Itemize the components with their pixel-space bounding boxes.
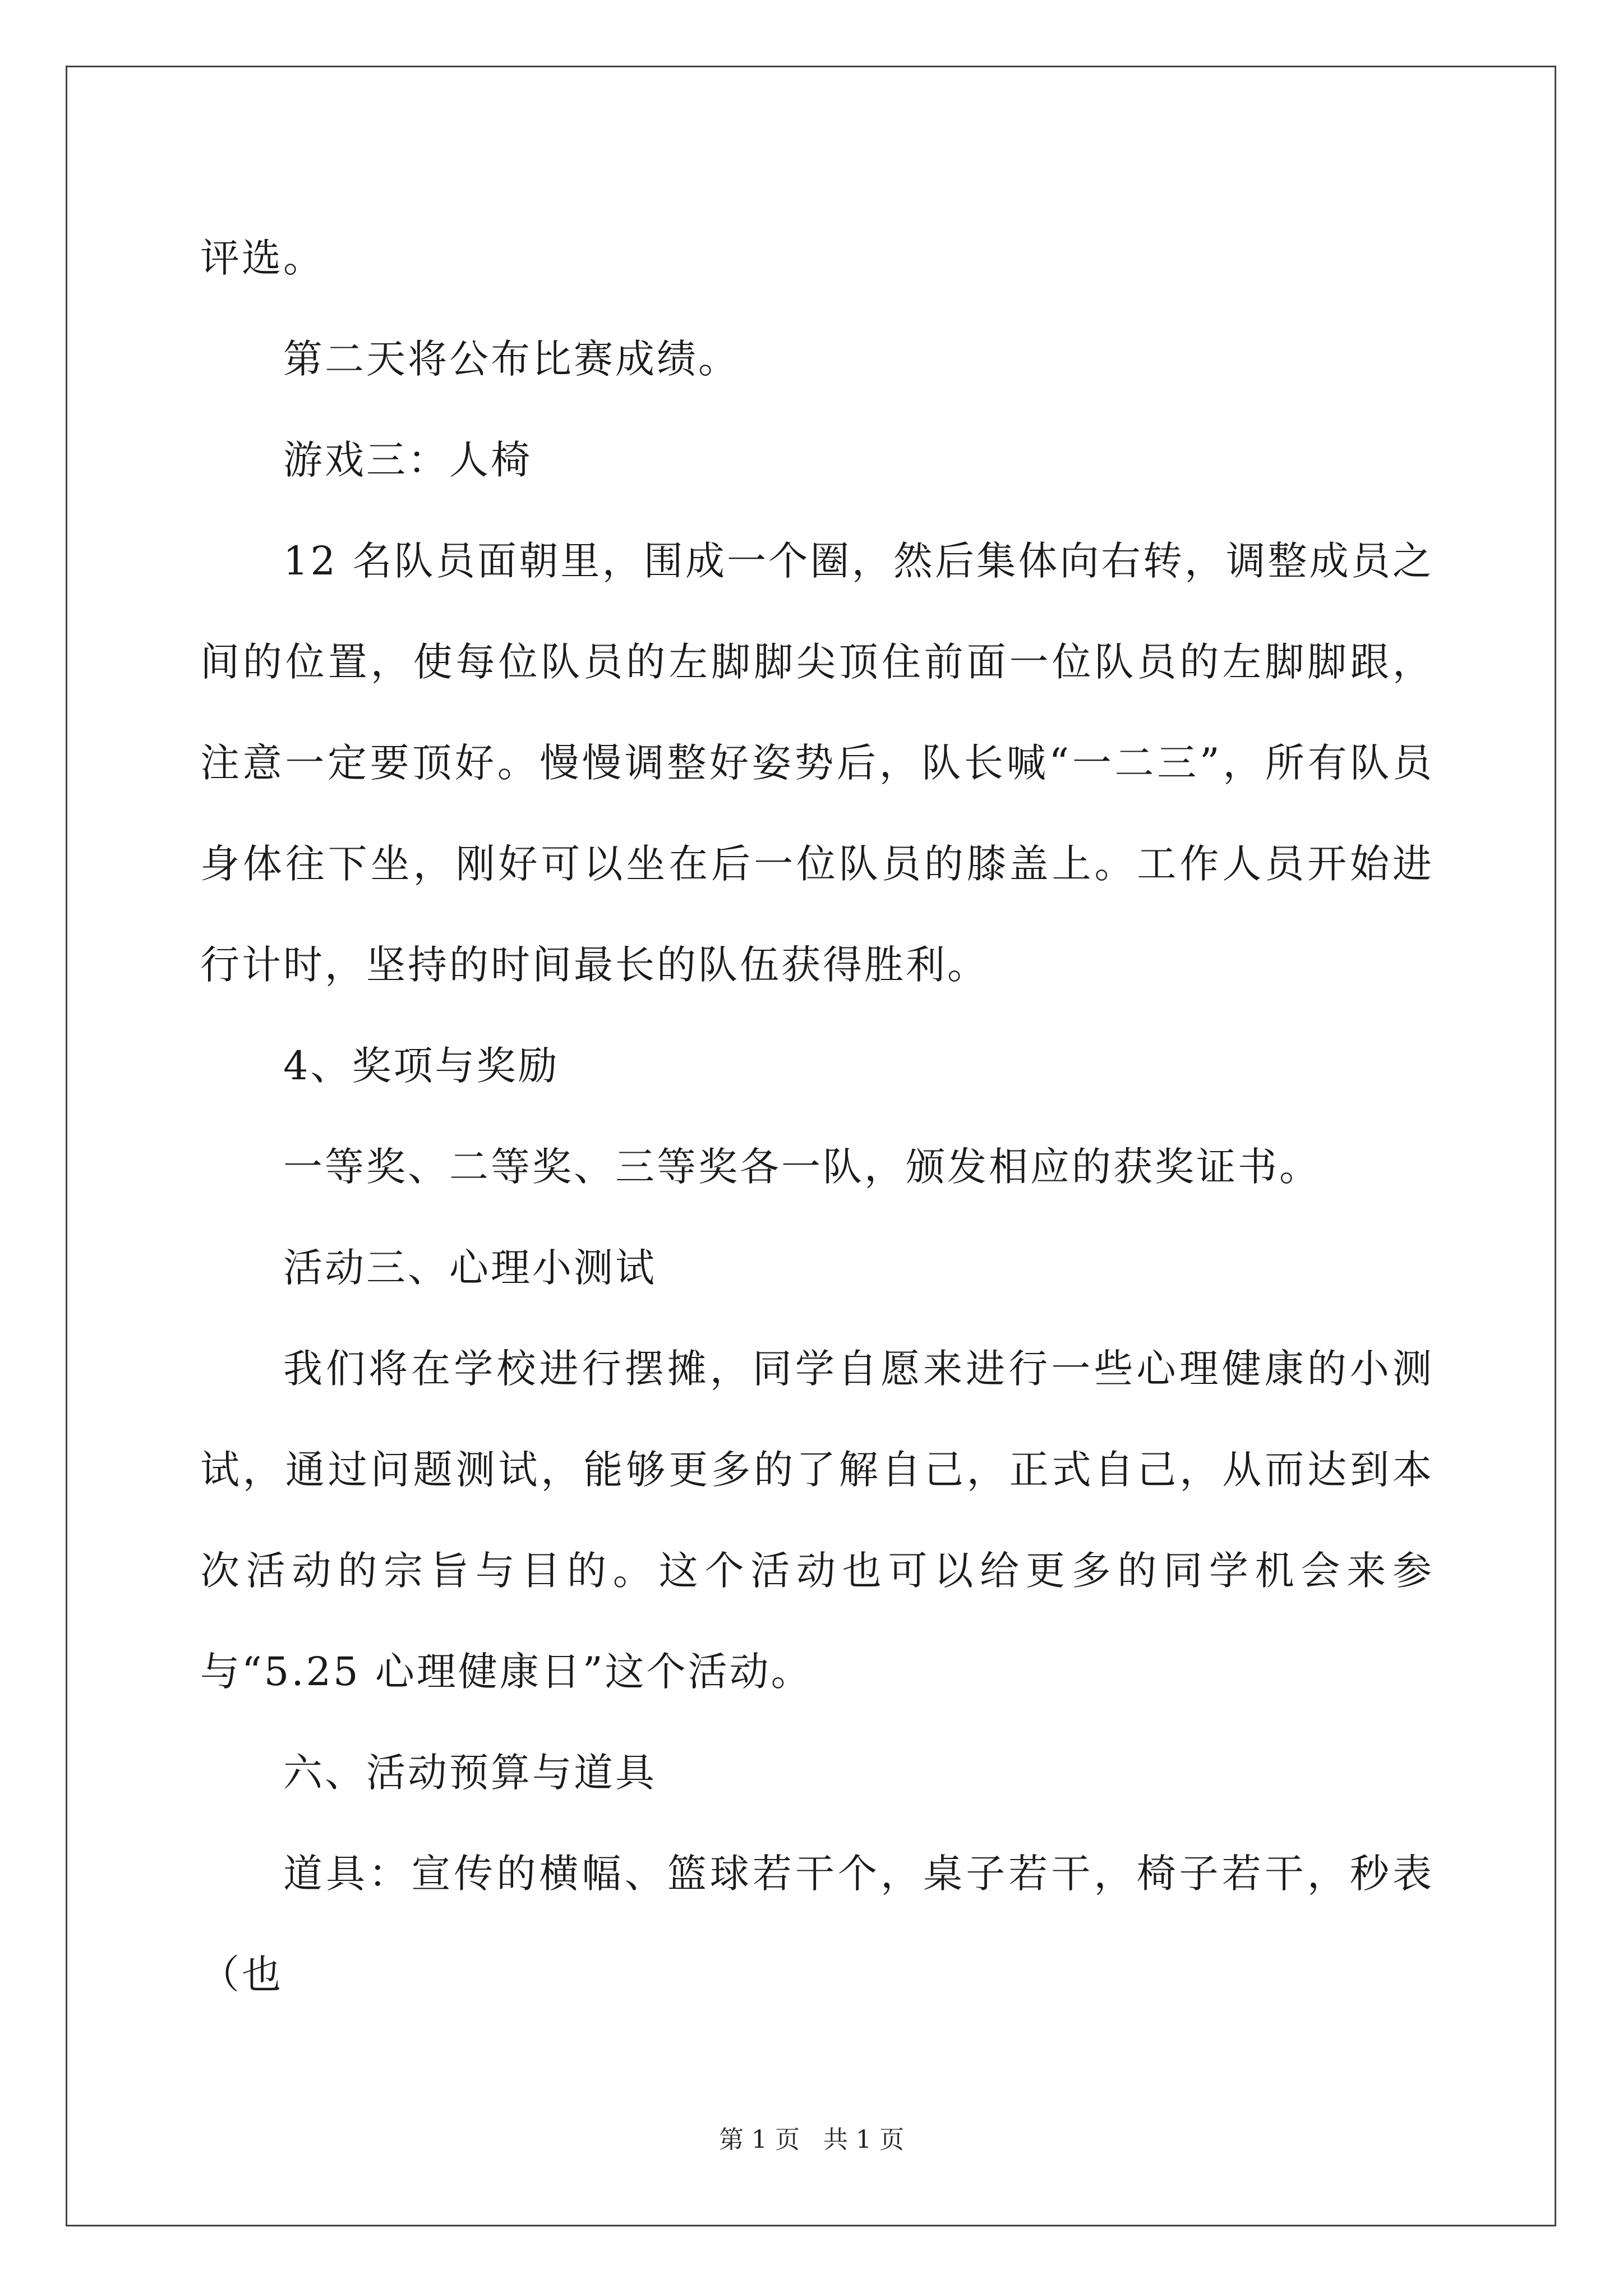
section-heading: 六、活动预算与道具	[283, 1750, 657, 1796]
page-footer	[0, 2119, 1623, 2155]
paragraph: 道具：宣传的横幅、篮球若干个，桌子若干，椅子若干，秒表（也	[200, 1851, 1434, 1998]
page-number-total: 共 1 页	[823, 2125, 904, 2154]
paragraph: 我们将在学校进行摆摊，同学自愿来进行一些心理健康的小测试，通过问题测试，能够更多的了解自己，正式自己，从而达到本次活动的宗旨与目的。这个活动也可以给更多的同学机会来参与“5.25 心理健康日”这个活动。	[200, 1346, 1434, 1695]
paragraph: 第二天将公布比赛成绩。	[283, 336, 740, 382]
paragraph: 一等奖、二等奖、三等奖各一队，颁发相应的获奖证书。	[283, 1144, 1321, 1190]
paragraph: 12 名队员面朝里，围成一个圈，然后集体向右转，调整成员之间的位置，使每位队员的左脚脚尖顶住前面一位队员的左脚脚跟，注意一定要顶好。慢慢调整好姿势后，队长喊“一二三”，所有队员身体往下坐，刚好可以坐在后一位队员的膝盖上。工作人员开始进行计时，坚持的时间最长的队伍获得胜利。	[200, 538, 1434, 988]
document-body	[200, 208, 1434, 2025]
section-heading: 游戏三：人椅	[283, 437, 532, 483]
paragraph: 评选。	[200, 235, 325, 281]
section-heading: 4、奖项与奖励	[283, 1043, 560, 1089]
page-number-current: 第 1 页	[719, 2125, 800, 2154]
section-heading: 活动三、心理小测试	[283, 1245, 657, 1291]
